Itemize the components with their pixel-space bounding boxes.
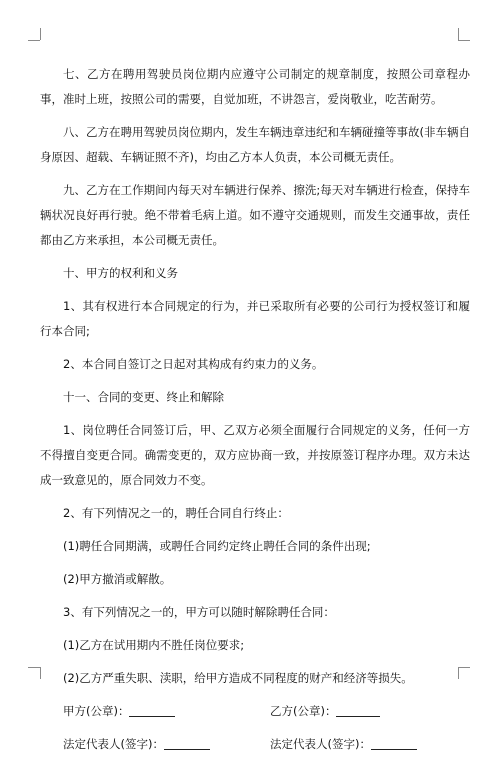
clause-8: 八、乙方在聘用驾驶员岗位期内，发生车辆违章违纪和车辆碰撞等事故(非车辆自身原因、超载、车辆证照不齐)，均由乙方本人负责，本公司概无责任。 (40, 125, 470, 164)
section-11-item-3-sub-1: (1)乙方在试用期内不胜任岗位要求; (63, 638, 245, 652)
section-11-item-1: 1、岗位聘任合同签订后，甲、乙双方必须全面履行合同规定的义务，任何一方不得擅自变更合同。确需变更的，双方应协商一致，并按原签订程序办理。双方未达成一致意见的，原合同效力不变。 (40, 423, 470, 487)
signature-row-representative (40, 732, 470, 757)
party-a-seal (63, 699, 270, 724)
clause-9: 九、乙方在工作期间内每天对车辆进行保养、擦洗;每天对车辆进行检查，保持车辆状况良好再行驶。绝不带着毛病上道。如不遵守交通规则，而发生交通事故，责任都由乙方来承担，本公司概无责任。 (40, 183, 470, 247)
document-body (40, 62, 470, 765)
section-10-heading: 十、甲方的权利和义务 (63, 266, 178, 280)
section-10-item-2: 2、本合同自签订之日起对其构成有约束力的义务。 (63, 357, 324, 371)
section-11-item-2-sub-1: (1)聘任合同期满，或聘任合同约定终止聘任合同的条件出现; (63, 539, 371, 553)
clause-7: 七、乙方在聘用驾驶员岗位期内应遵守公司制定的规章制度，按照公司章程办事，准时上班，按照公司的需要，自觉加班，不讲怨言，爱岗敬业，吃苦耐劳。 (40, 67, 470, 106)
party-b-rep-blank (371, 735, 417, 750)
party-b-rep-label: 法定代表人(签字)： (270, 737, 371, 751)
section-11-item-3: 3、有下列情况之一的，甲方可以随时解除聘任合同： (63, 605, 335, 619)
party-b-seal-blank (336, 702, 380, 717)
section-11-item-2: 2、有下列情况之一的，聘任合同自行终止： (63, 506, 289, 520)
party-b-seal-label: 乙方(公章)： (270, 704, 337, 718)
party-a-representative (63, 732, 270, 757)
section-11-item-3-sub-2: (2)乙方严重失职、渎职，给甲方造成不同程度的财产和经济等损失。 (63, 671, 413, 685)
party-a-seal-blank (129, 702, 175, 717)
section-11-heading: 十一、合同的变更、终止和解除 (63, 390, 224, 404)
party-a-rep-blank (164, 735, 210, 750)
signature-row-party (40, 699, 470, 724)
section-11-item-2-sub-2: (2)甲方撤消或解散。 (63, 572, 172, 586)
section-10-item-1: 1、其有权进行本合同规定的行为，并已采取所有必要的公司行为授权签订和履行本合同; (40, 299, 470, 338)
party-a-rep-label: 法定代表人(签字)： (63, 737, 164, 751)
party-b-seal (270, 699, 380, 724)
party-b-representative (270, 732, 417, 757)
party-a-seal-label: 甲方(公章)： (63, 704, 130, 718)
